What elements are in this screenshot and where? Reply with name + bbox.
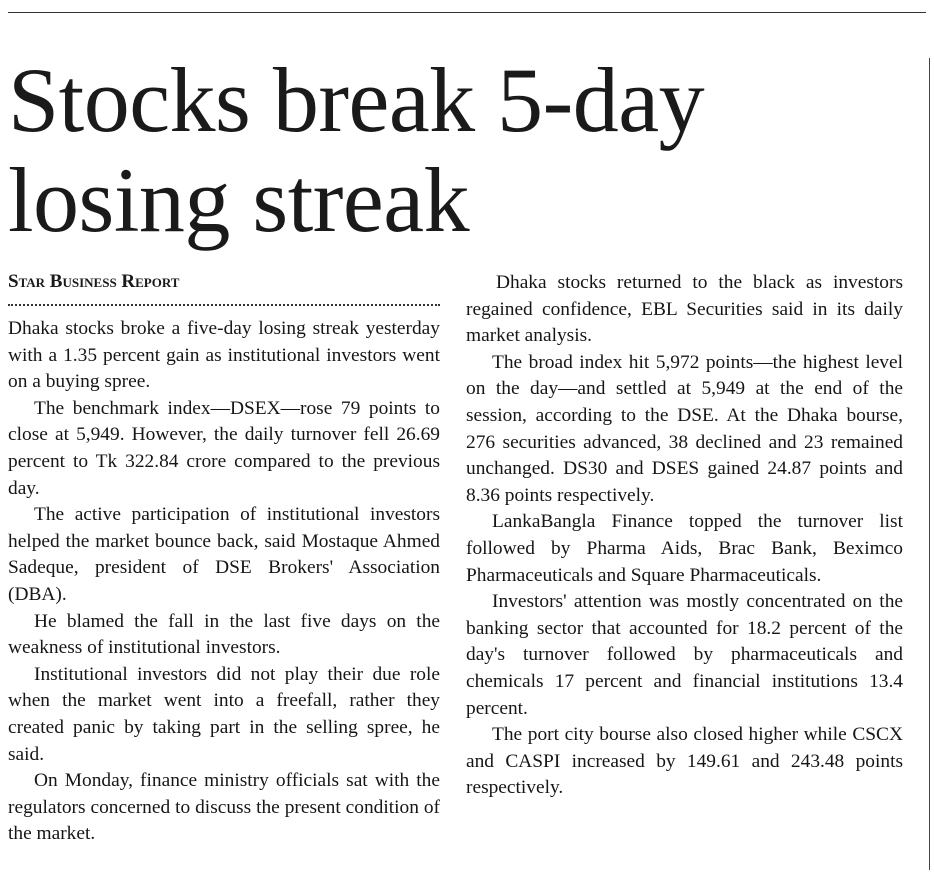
paragraph: Dhaka stocks broke a five-day losing streak yesterday with a 1.35 percent gain as institutional investors went on a buying spree. — [8, 318, 440, 393]
paragraph: He blamed the fall in the last five days on the weakness of institutional investors. — [8, 610, 440, 659]
byline: Star Business Report — [8, 271, 180, 292]
paragraph: The broad index hit 5,972 points—the highest level on the day—and settled at 5,949 at the end of the session, according to the DSE. At the Dhaka bourse, 276 securities advanced, 38 declined and 23 remained unchanged. DS30 and DSES gained 24.87 points and 8.36 points respectively. — [466, 351, 903, 506]
paragraph: Investors' attention was mostly concentrated on the banking sector that accounted for 18.2 percent of the day's turnover followed by pharmaceuticals and chemicals 17 percent and financial institutions 13.4 percent. — [466, 591, 903, 719]
paragraph: The active participation of institutional investors helped the market bounce back, said Mostaque Ahmed Sadeque, president of DSE Brokers' Association (DBA). — [8, 504, 440, 605]
paragraph: Institutional investors did not play their due role when the market went into a freefall, rather they created panic by taking part in the selling spree, he said. — [8, 663, 440, 765]
headline: Stocks break 5-day losing streak — [8, 49, 705, 251]
right-column — [466, 270, 903, 802]
paragraph: The benchmark index—DSEX—rose 79 points to close at 5,949. However, the daily turnover fell 26.69 percent to Tk 322.84 crore compared to the previous day. — [8, 397, 440, 499]
paragraph: Dhaka stocks returned to the black as investors regained confidence, EBL Securities said in its daily market analysis. — [466, 272, 903, 347]
byline-divider — [8, 304, 440, 306]
paragraph: The port city bourse also closed higher while CSCX and CASPI increased by 149.61 and 243.48 points respectively. — [466, 724, 903, 799]
paragraph: On Monday, finance ministry officials sat with the regulators concerned to discuss the present condition of the market. — [8, 770, 440, 845]
paragraph: LankaBangla Finance topped the turnover list followed by Pharma Aids, Brac Bank, Beximco Pharmaceuticals and Square Pharmaceuticals. — [466, 511, 903, 586]
top-rule — [8, 12, 926, 13]
column-rule — [929, 58, 930, 870]
left-column — [8, 270, 440, 848]
